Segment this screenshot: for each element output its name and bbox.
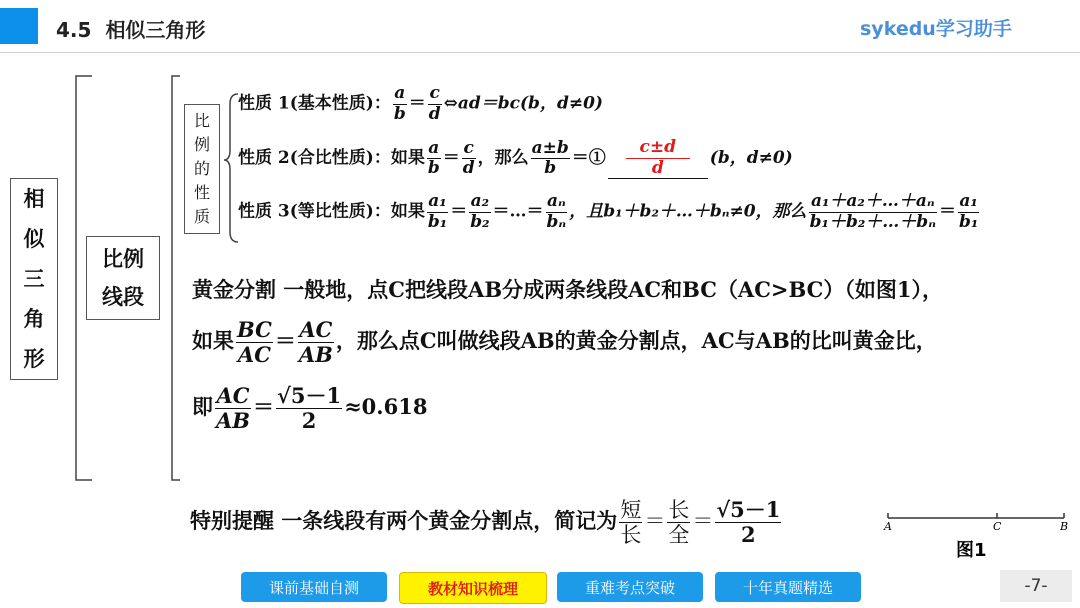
reminder-text: 特别提醒 一条线段有两个黄金分割点，简记为 <box>190 508 618 534</box>
frac-long-whole: $\frac{\text{长}}{\text{全}}$ <box>668 498 690 548</box>
frac-c-d: $\frac{c}{d}$ <box>462 137 475 179</box>
label-b: B <box>1060 520 1069 533</box>
root-char: 三 <box>23 266 45 291</box>
props-char: 例 <box>193 135 210 154</box>
branch-line: 线段 <box>102 284 144 309</box>
g3-post: ≈0.618 <box>344 394 428 420</box>
p1-label: 性质 1(基本性质)： <box>238 93 391 114</box>
figure-1-segment <box>880 508 1070 564</box>
golden-line-1: 黄金分割 一般地，点C把线段AB分成两条线段AC和BC（AC>BC）（如图1）， <box>192 277 943 302</box>
property-1: 性质 1(基本性质)： $\frac{a}{b}$ ＝ $\frac{c}{d}$ ⇔ad＝bc(b，d≠0) <box>238 83 603 124</box>
frac-c-d: $\frac{c}{d}$ <box>428 83 441 124</box>
figure-caption: 图1 <box>956 540 987 561</box>
root-char: 似 <box>23 226 45 251</box>
answer-fill: $\frac{c\pm d}{d}$ <box>608 138 708 179</box>
dots: ＝…＝ <box>492 201 544 222</box>
root-box-similar-triangles <box>10 178 58 380</box>
frac-a-b: $\frac{a}{b}$ <box>393 83 406 124</box>
properties-brace <box>224 94 238 242</box>
frac-bc-ac: $\frac{BC}{AC}$ <box>237 317 272 368</box>
branch-line: 比例 <box>102 246 144 271</box>
p2-then: ，那么 <box>477 148 529 169</box>
g3-pre: 即 <box>192 394 213 420</box>
branch-box-proportional-segments <box>86 236 160 320</box>
property-3: 性质 3(等比性质)：如果 $\frac{\text{a₁}}{\text{b₁}}$ ＝ $\frac{\text{a₂}}{\text{b₂}}$ ＝…＝ $\frac{\text{aₙ}}{\text{bₙ}}$ ，且b₁＋b₂＋…＋bₙ≠0，那么 $\frac{\text{a₁＋a₂＋…＋aₙ}}{\text{b₁＋b₂＋…＋bₙ}}$ ＝ $\frac{\text{a₁}}{\text{b₁}}$ <box>238 191 979 232</box>
inner-bracket <box>172 76 180 480</box>
props-char: 质 <box>193 207 210 226</box>
p1-tail: ⇔ad＝bc(b，d≠0) <box>443 93 603 114</box>
g2-post: ，那么点C叫做线段AB的黄金分割点，AC与AB的比叫黄金比， <box>335 328 937 354</box>
special-reminder: 特别提醒 一条线段有两个黄金分割点，简记为 $\frac{\text{短}}{\text{长}}$ ＝ $\frac{\text{长}}{\text{全}}$ ＝ $\frac{√5-1}{2}$ <box>190 497 781 548</box>
frac-golden-ratio: $\frac{√5-1}{2}$ <box>277 383 342 434</box>
blank-number: ① <box>588 148 606 169</box>
section-title: 相似三角形 <box>105 18 206 42</box>
frac-a1-b1: $\frac{\text{a₁}}{\text{b₁}}$ <box>427 191 448 232</box>
frac-an-bn: $\frac{\text{aₙ}}{\text{bₙ}}$ <box>546 191 567 232</box>
page-number: -7- <box>1000 570 1072 602</box>
frac-short-long: $\frac{\text{短}}{\text{长}}$ <box>620 498 642 548</box>
label-a: A <box>884 520 892 533</box>
root-char: 相 <box>23 186 45 211</box>
golden-line-3: 即 $\frac{AC}{AB}$ ＝ $\frac{√5-1}{2}$ ≈0.618 <box>192 383 428 434</box>
props-char: 性 <box>193 183 210 202</box>
p2-tail: (b，d≠0) <box>709 148 793 169</box>
golden-line-2: 如果 $\frac{BC}{AC}$ ＝ $\frac{AC}{AB}$ ，那么点C叫做线段AB的黄金分割点，AC与AB的比叫黄金比， <box>192 317 937 368</box>
nav-button-key-points[interactable]: 重难考点突破 <box>557 572 703 602</box>
properties-box <box>184 104 220 234</box>
root-char: 形 <box>23 346 45 371</box>
p2-label: 性质 2(合比性质)：如果 <box>238 148 425 169</box>
p3-condition: ，且b₁＋b₂＋…＋bₙ≠0，那么 <box>569 201 807 222</box>
frac-a-b: $\frac{a}{b}$ <box>427 137 440 179</box>
section-number: 4.5 <box>56 18 92 42</box>
props-char: 比 <box>193 111 210 130</box>
frac-apb-b: $\frac{a\pm b}{b}$ <box>531 137 569 179</box>
frac-a2-b2: $\frac{\text{a₂}}{\text{b₂}}$ <box>470 191 490 232</box>
frac-sum: $\frac{\text{a₁＋a₂＋…＋aₙ}}{\text{b₁＋b₂＋…＋bₙ}}$ <box>809 191 936 232</box>
nav-button-textbook-review[interactable]: 教材知识梳理 <box>399 572 547 604</box>
frac-a1-b1-result: $\frac{\text{a₁}}{\text{b₁}}$ <box>958 191 979 232</box>
frac-golden-ratio: $\frac{√5-1}{2}$ <box>716 497 781 548</box>
root-char: 角 <box>23 306 45 331</box>
p3-label: 性质 3(等比性质)：如果 <box>238 201 425 222</box>
frac-ac-ab: $\frac{AC}{AB}$ <box>216 383 251 434</box>
nav-button-pre-class-test[interactable]: 课前基础自测 <box>241 572 387 602</box>
props-char: 的 <box>193 159 210 178</box>
frac-ac-ab: $\frac{AC}{AB}$ <box>298 317 333 368</box>
brand-logo-text: sykedu学习助手 <box>860 18 1012 40</box>
g2-pre: 如果 <box>192 328 234 354</box>
label-c: C <box>993 520 1002 533</box>
property-2: 性质 2(合比性质)：如果 $\frac{a}{b}$ ＝ $\frac{c}{d}$ ，那么 $\frac{a\pm b}{b}$ ＝① $\frac{c\pm d}{d}$ (b，d≠0) <box>238 137 793 179</box>
nav-button-past-exams[interactable]: 十年真题精选 <box>715 572 861 602</box>
